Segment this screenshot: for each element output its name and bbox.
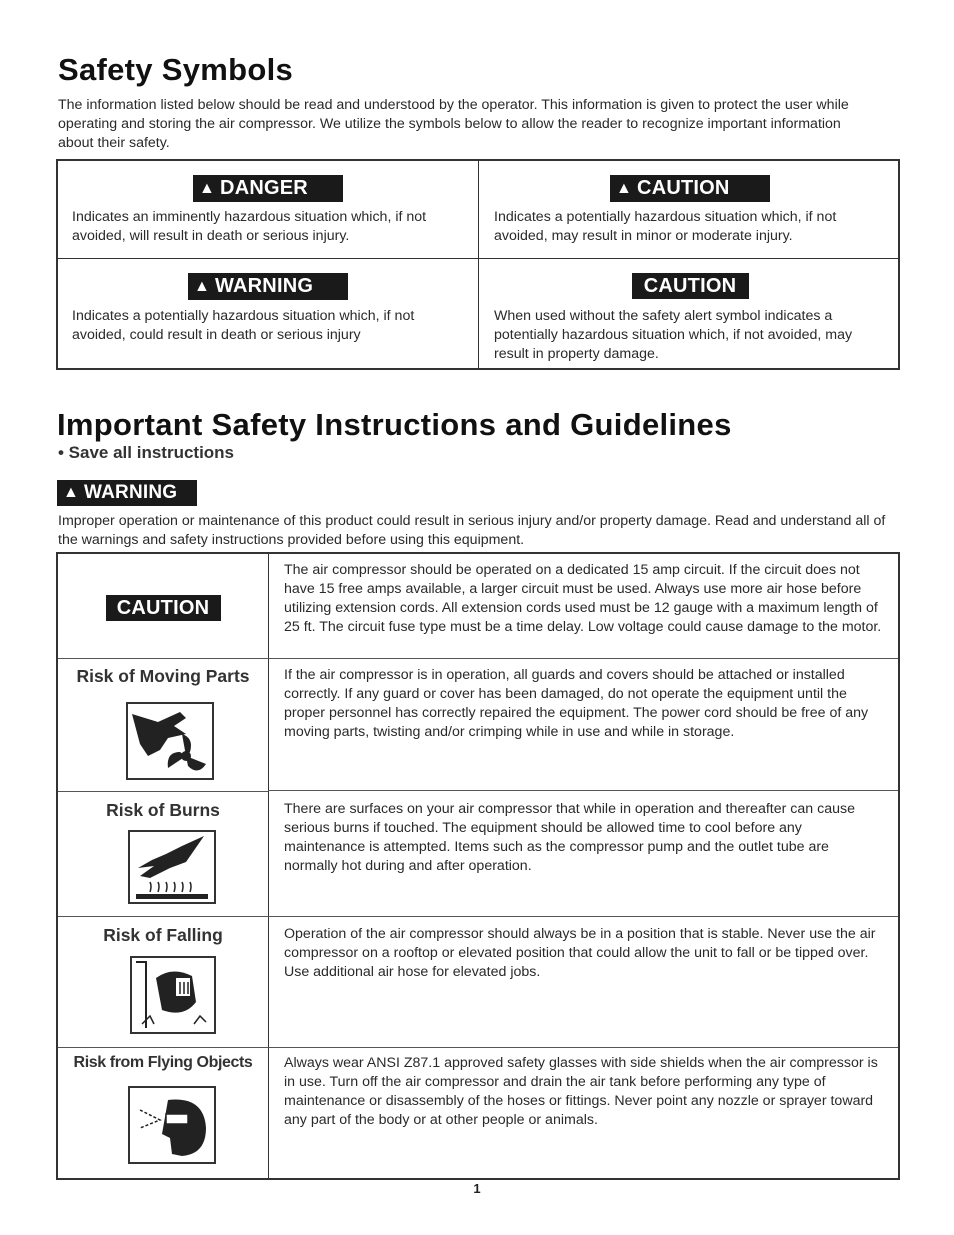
risk-burns-text: There are surfaces on your air compressor that while in operation and thereafter can cause serious burns if touched. The equipment should be allowed time to cool before any maintenance is attempted. Items such as the compressor pump and the outlet tube are normally hot during and after operation. xyxy=(284,801,855,874)
caution-description: When used without the safety alert symbol indicates a potentially hazardous situation which, if not avoided, may result in property damage. xyxy=(494,308,853,362)
power-caution-text: The air compressor should be operated on a dedicated 15 amp circuit. If the circuit does not have 15 free amps available, a larger circuit must be used. Always use more air hose before utilizing extension cords. All extension cords used must be 12 gauge with a maximum length of 25 ft. The circuit fuse type must be a time delay. Low voltage could cause damage to the motor. xyxy=(284,562,882,635)
risk-moving-parts-title: Risk of Moving Parts xyxy=(76,666,250,686)
warning-label: ▲ WARNING xyxy=(188,273,348,300)
alert-triangle-icon: ▲ xyxy=(63,484,80,501)
caution-label: CAUTION xyxy=(632,273,749,299)
general-warning-text: Improper operation or maintenance of this product could result in serious injury and/or property damage. Read and understand all of the warnings and safety instructions provided before using this equipment. xyxy=(58,513,886,548)
alert-triangle-icon: ▲ xyxy=(616,180,633,197)
caution-alert-label: ▲ CAUTION xyxy=(610,175,770,202)
page-number: 1 xyxy=(473,1181,481,1196)
section-title-instructions: Important Safety Instructions and Guidelines xyxy=(57,407,732,442)
alert-triangle-icon: ▲ xyxy=(194,278,211,295)
alert-triangle-icon: ▲ xyxy=(199,180,216,197)
danger-description: Indicates an imminently hazardous situation which, if not avoided, will result in death or serious injury. xyxy=(72,209,427,244)
safety-symbols-intro: The information listed below should be read and understood by the operator. This information is given to protect the user while operating and storing the air compressor. We utilize the symbols below to allow the reader to recognize important information about their safety. xyxy=(58,97,849,151)
fan-hand-icon xyxy=(126,702,214,780)
risk-falling-title: Risk of Falling xyxy=(103,925,223,945)
risk-burns-title: Risk of Burns xyxy=(106,800,220,820)
danger-label: ▲ DANGER xyxy=(193,175,343,202)
caution-alert-description: Indicates a potentially hazardous situation which, if not avoided, may result in minor or moderate injury. xyxy=(494,209,837,244)
instructions-table xyxy=(56,552,900,1180)
risk-falling-text: Operation of the air compressor should always be in a position that is stable. Never use the air compressor on a rooftop or elevated position that could allow the unit to fall or be tipped over. Use additional air hose for elevated jobs. xyxy=(284,926,876,980)
risk-flying-objects-title: Risk from Flying Objects xyxy=(73,1054,253,1071)
eye-protection-icon xyxy=(128,1086,216,1164)
save-instructions-note: • Save all instructions xyxy=(58,443,235,462)
power-caution-label: CAUTION xyxy=(106,595,221,621)
safety-symbols-table xyxy=(56,159,900,370)
section-title-safety-symbols: Safety Symbols xyxy=(58,52,294,87)
falling-unit-icon xyxy=(130,956,216,1034)
risk-flying-objects-text: Always wear ANSI Z87.1 approved safety glasses with side shields when the air compressor is in use. Turn off the air compressor and drain the air tank before performing any type of maintenance or disassembly of the hoses or fittings. Never point any nozzle or sprayer toward any part of the body or at other people or animals. xyxy=(284,1055,878,1128)
hot-surface-icon xyxy=(128,830,216,904)
general-warning-label: ▲ WARNING xyxy=(57,480,197,506)
warning-description: Indicates a potentially hazardous situation which, if not avoided, could result in death or serious injury xyxy=(72,308,415,343)
risk-moving-parts-text: If the air compressor is in operation, all guards and covers should be attached or installed correctly. If any guard or cover has been damaged, do not operate the equipment until the proper personnel has correctly repaired the equipment. The power cord should be free of any moving parts, twisting and/or crimping while in use and while in storage. xyxy=(284,667,869,740)
